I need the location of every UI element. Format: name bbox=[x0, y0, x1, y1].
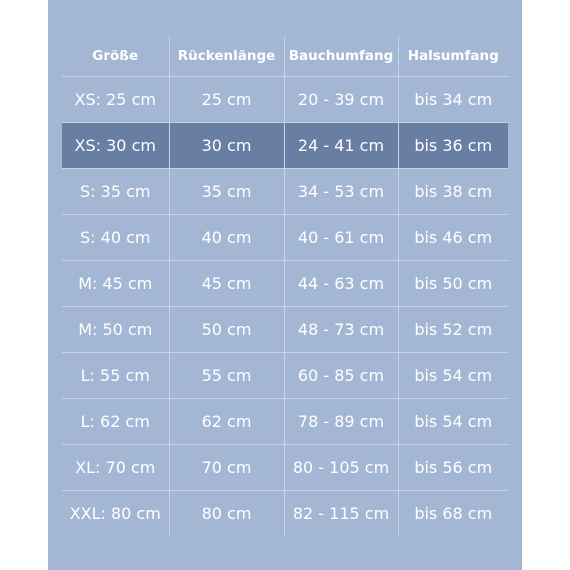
table-row bbox=[62, 77, 508, 123]
cell-neck-girth: bis 46 cm bbox=[398, 215, 508, 261]
cell-size: L: 55 cm bbox=[62, 353, 169, 399]
cell-neck-girth: bis 36 cm bbox=[398, 123, 508, 169]
cell-size: M: 45 cm bbox=[62, 261, 169, 307]
cell-belly-girth: 34 - 53 cm bbox=[284, 169, 398, 215]
cell-back-length: 35 cm bbox=[169, 169, 284, 215]
cell-belly-girth: 82 - 115 cm bbox=[284, 491, 398, 537]
cell-back-length: 80 cm bbox=[169, 491, 284, 537]
cell-back-length: 62 cm bbox=[169, 399, 284, 445]
cell-neck-girth: bis 54 cm bbox=[398, 399, 508, 445]
cell-neck-girth: bis 68 cm bbox=[398, 491, 508, 537]
cell-neck-girth: bis 34 cm bbox=[398, 77, 508, 123]
cell-neck-girth: bis 50 cm bbox=[398, 261, 508, 307]
cell-size: XL: 70 cm bbox=[62, 445, 169, 491]
table-row bbox=[62, 215, 508, 261]
header-row bbox=[62, 36, 508, 77]
cell-back-length: 40 cm bbox=[169, 215, 284, 261]
table-row bbox=[62, 169, 508, 215]
cell-back-length: 25 cm bbox=[169, 77, 284, 123]
cell-belly-girth: 78 - 89 cm bbox=[284, 399, 398, 445]
table-row bbox=[62, 399, 508, 445]
table-row bbox=[62, 261, 508, 307]
cell-belly-girth: 20 - 39 cm bbox=[284, 77, 398, 123]
cell-back-length: 45 cm bbox=[169, 261, 284, 307]
cell-neck-girth: bis 56 cm bbox=[398, 445, 508, 491]
size-chart-table bbox=[62, 36, 508, 536]
cell-size: M: 50 cm bbox=[62, 307, 169, 353]
cell-back-length: 30 cm bbox=[169, 123, 284, 169]
cell-belly-girth: 48 - 73 cm bbox=[284, 307, 398, 353]
table-row bbox=[62, 123, 508, 169]
cell-belly-girth: 40 - 61 cm bbox=[284, 215, 398, 261]
cell-back-length: 50 cm bbox=[169, 307, 284, 353]
cell-back-length: 70 cm bbox=[169, 445, 284, 491]
table-row bbox=[62, 307, 508, 353]
cell-back-length: 55 cm bbox=[169, 353, 284, 399]
cell-size: XS: 30 cm bbox=[62, 123, 169, 169]
cell-size: L: 62 cm bbox=[62, 399, 169, 445]
table-row bbox=[62, 491, 508, 537]
cell-belly-girth: 60 - 85 cm bbox=[284, 353, 398, 399]
table-row bbox=[62, 445, 508, 491]
cell-neck-girth: bis 52 cm bbox=[398, 307, 508, 353]
cell-neck-girth: bis 54 cm bbox=[398, 353, 508, 399]
cell-belly-girth: 44 - 63 cm bbox=[284, 261, 398, 307]
header-belly-girth: Bauchumfang bbox=[284, 36, 398, 77]
cell-size: S: 40 cm bbox=[62, 215, 169, 261]
cell-size: XS: 25 cm bbox=[62, 77, 169, 123]
table-row bbox=[62, 353, 508, 399]
header-back-length: Rückenlänge bbox=[169, 36, 284, 77]
cell-size: S: 35 cm bbox=[62, 169, 169, 215]
cell-neck-girth: bis 38 cm bbox=[398, 169, 508, 215]
cell-belly-girth: 80 - 105 cm bbox=[284, 445, 398, 491]
header-neck-girth: Halsumfang bbox=[398, 36, 508, 77]
cell-size: XXL: 80 cm bbox=[69, 504, 161, 523]
header-size: Größe bbox=[62, 36, 169, 77]
cell-belly-girth: 24 - 41 cm bbox=[284, 123, 398, 169]
